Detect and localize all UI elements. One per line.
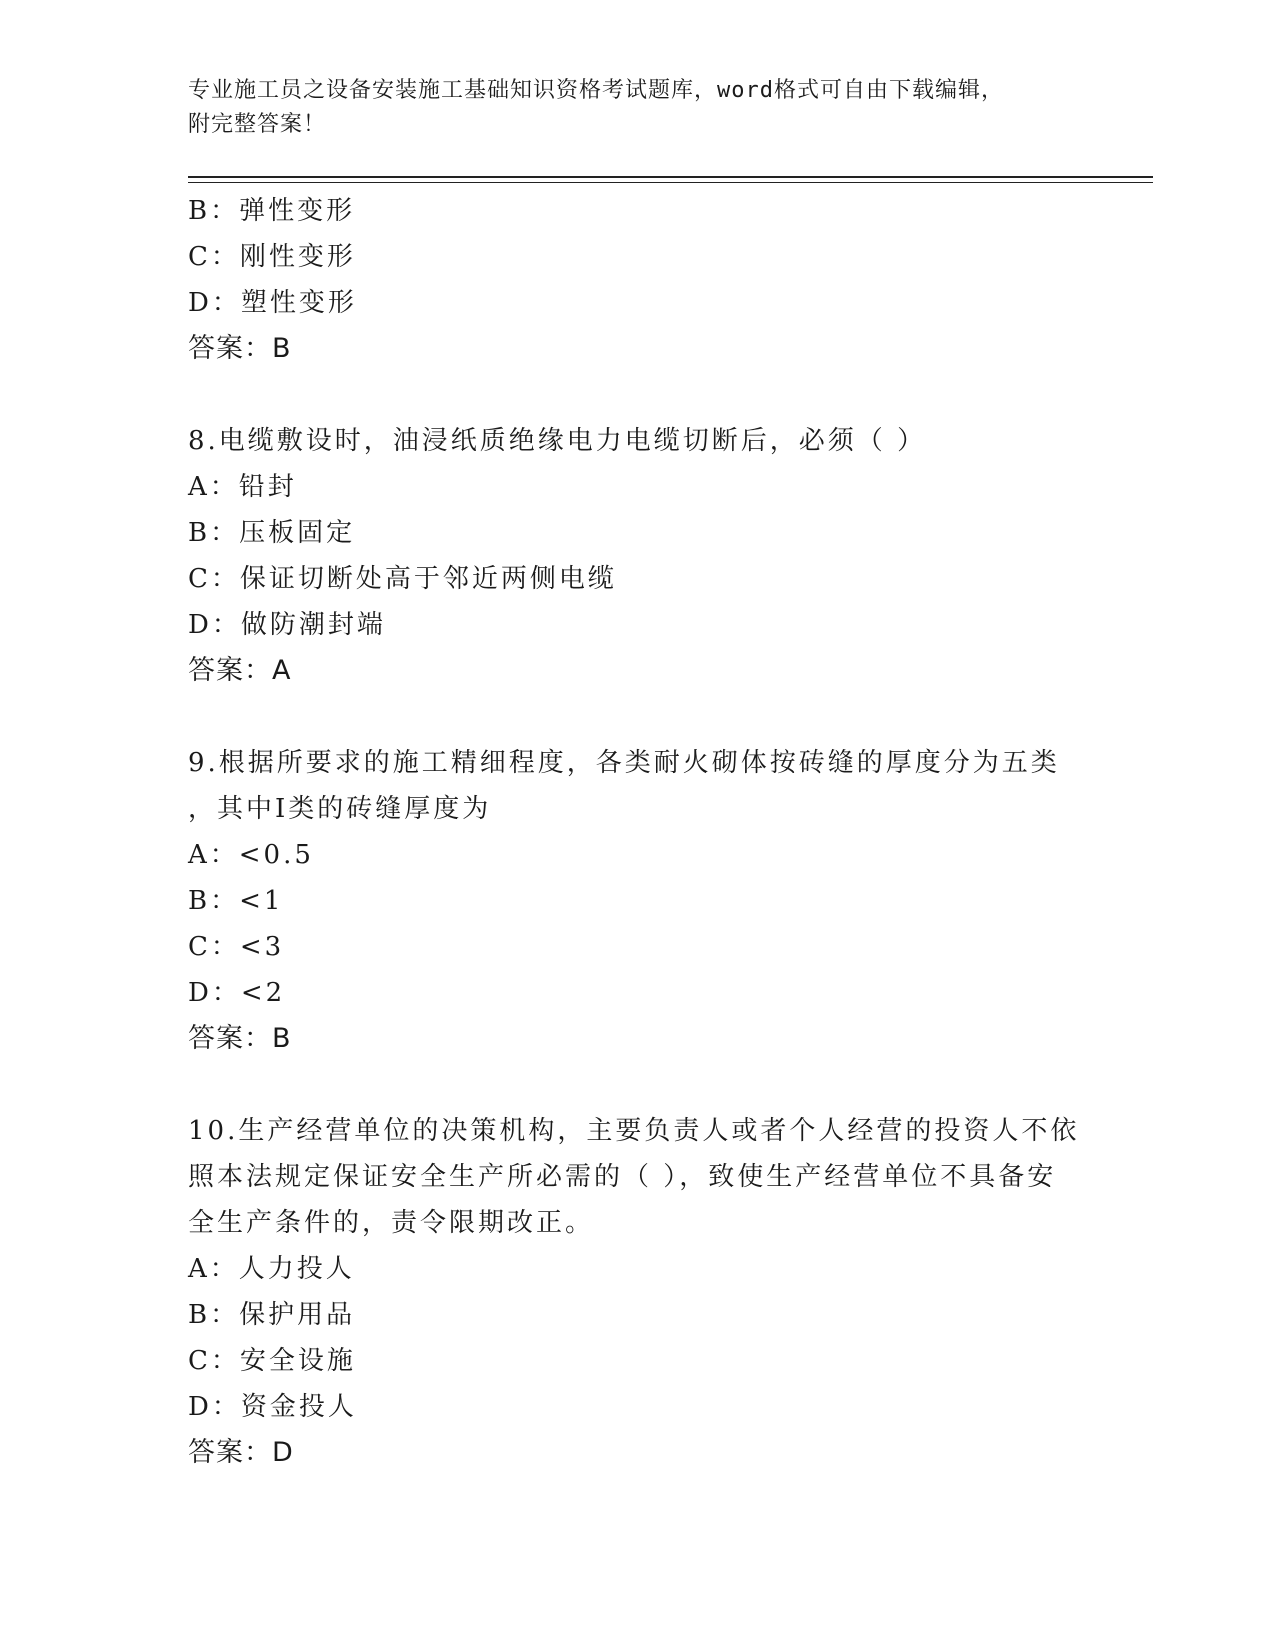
option-c: C：安全设施 <box>188 1346 356 1376</box>
header-line-2: 附完整答案！ <box>188 112 327 137</box>
question-text-cont: 照本法规定保证安全生产所必需的（ ），致使生产经营单位不具备安 <box>188 1162 1057 1192</box>
option-c: C：<3 <box>188 932 285 962</box>
header-divider-thin <box>188 182 1153 183</box>
question-text: 8.电缆敷设时，油浸纸质绝缘电力电缆切断后，必须（ ） <box>188 426 927 456</box>
question-content <box>188 188 1088 1476</box>
option-c: C：刚性变形 <box>188 242 356 272</box>
option-a: A：人力投人 <box>188 1254 355 1284</box>
answer-line: 答案：D <box>188 1437 294 1468</box>
option-c: C：保证切断处高于邻近两侧电缆 <box>188 564 617 594</box>
question-8 <box>188 418 1088 694</box>
spacer <box>188 1062 1088 1108</box>
question-9 <box>188 740 1088 1062</box>
option-b: B：压板固定 <box>188 518 356 548</box>
option-b: B：弹性变形 <box>188 196 356 226</box>
option-d: D：塑性变形 <box>188 288 357 318</box>
option-d: D：<2 <box>188 978 286 1008</box>
question-text-cont: 全生产条件的，责令限期改正。 <box>188 1208 595 1238</box>
question-10 <box>188 1108 1088 1476</box>
spacer <box>188 694 1088 740</box>
answer-line: 答案：B <box>188 333 292 364</box>
spacer <box>188 372 1088 418</box>
previous-question-block <box>188 188 1088 372</box>
option-b: B：保护用品 <box>188 1300 356 1330</box>
option-d: D：做防潮封端 <box>188 610 386 640</box>
document-header <box>188 74 1088 142</box>
answer-line: 答案：A <box>188 655 292 686</box>
question-text: 10.生产经营单位的决策机构，主要负责人或者个人经营的投资人不依 <box>188 1116 1080 1146</box>
option-a: A：铅封 <box>188 472 297 502</box>
option-d: D：资金投人 <box>188 1392 357 1422</box>
option-b: B：<1 <box>188 886 284 916</box>
question-text: 9.根据所要求的施工精细程度，各类耐火砌体按砖缝的厚度分为五类 <box>188 748 1060 778</box>
header-line-1: 专业施工员之设备安装施工基础知识资格考试题库，word格式可自由下载编辑， <box>188 78 1004 103</box>
answer-line: 答案：B <box>188 1023 292 1054</box>
header-divider-thick <box>188 176 1153 178</box>
option-a: A：<0.5 <box>188 840 314 870</box>
question-text-cont: ，其中Ⅰ类的砖缝厚度为 <box>188 794 492 824</box>
